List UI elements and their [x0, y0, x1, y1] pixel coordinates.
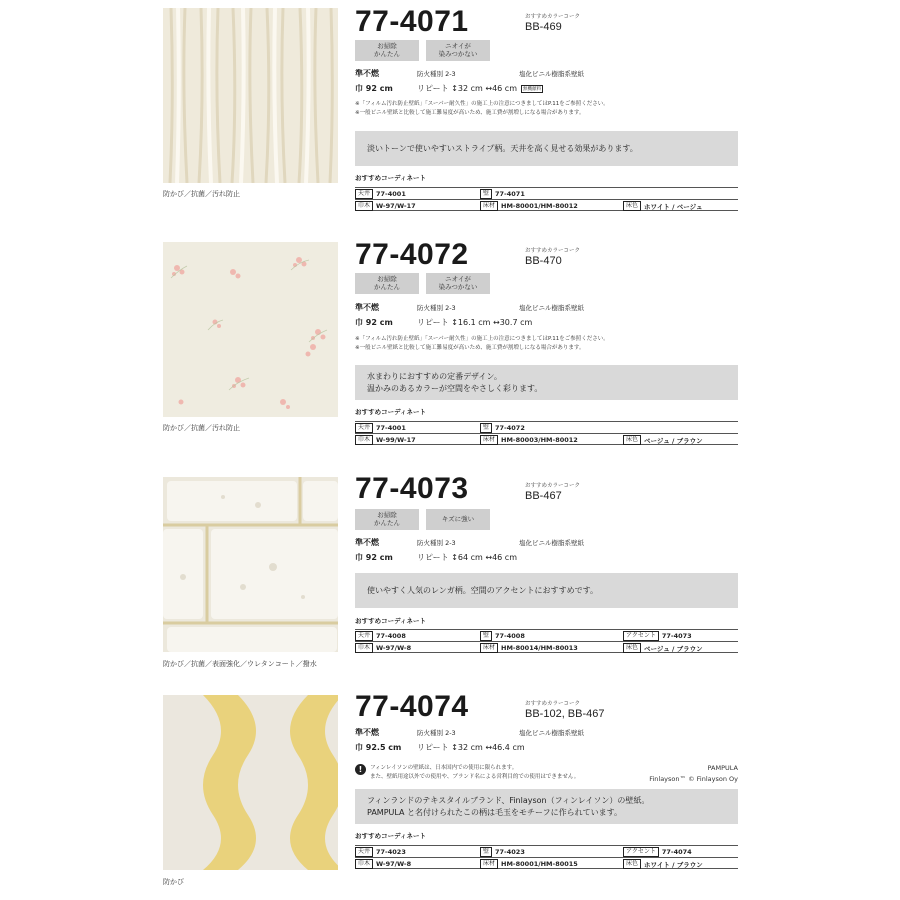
coordinate-row: [355, 433, 738, 445]
color-code-label: おすすめカラーコーク: [525, 248, 581, 254]
color-code-block: [525, 249, 580, 267]
roll-width: 巾 92 cm: [355, 84, 393, 93]
coord-label-flooring: 床材: [480, 201, 498, 211]
description-box: [355, 365, 738, 400]
fire-class: 防火種別 2-3: [417, 70, 456, 78]
coord-value: 77-4074: [661, 848, 692, 856]
feature-list: 防かび／抗菌／汚れ防止: [163, 190, 240, 198]
coord-value: 77-4023: [376, 848, 406, 856]
coord-label-floor-color: 床色: [623, 859, 641, 869]
pattern-repeat: リピート ↕64 cm ↔46 cm: [417, 553, 517, 562]
feature-list: 防かび: [163, 878, 184, 886]
pattern-repeat: リピート ↕16.1 cm ↔30.7 cm: [417, 318, 533, 327]
fire-rating: 準不燃: [355, 538, 379, 547]
copyright-line: Finlayson™ © Finlayson Oy: [649, 775, 738, 783]
badge-odor-resistant: ニオイが 染みつかない: [426, 40, 490, 61]
coord-value: W-97/W-8: [376, 644, 412, 652]
swatch-image-pampula: [163, 695, 338, 870]
fire-class: 防火種別 2-3: [417, 729, 456, 737]
color-code-block: [525, 15, 580, 33]
coord-value: W-97/W-8: [376, 860, 412, 868]
spec-block: [355, 725, 584, 755]
notes-block: [355, 100, 609, 118]
coord-label-floor-color: 床色: [623, 643, 641, 653]
coord-value: HM-80001/HM-80015: [501, 860, 578, 868]
coord-label-ceiling: 天井: [355, 189, 373, 199]
description-line: PAMPULA と名付けられたこの柄は毛玉をモチーフに作られています。: [367, 807, 622, 817]
coord-value: HM-80001/HM-80012: [501, 202, 578, 210]
coord-value: 77-4008: [376, 632, 406, 640]
coordinate-row: [355, 187, 738, 199]
description-line: 使いやすく人気のレンガ柄。空間のアクセントにおすすめです。: [367, 585, 598, 595]
fire-rating: 準不燃: [355, 69, 379, 78]
coordinate-title: おすすめコーディネート: [355, 174, 427, 182]
color-code-value: BB-469: [525, 20, 562, 33]
badge-scratch-resistant: キズに強い: [426, 509, 490, 530]
coord-label-accent: アクセント: [623, 631, 659, 641]
material: 塩化ビニル樹脂系壁紙: [519, 304, 584, 312]
coordinate-title: おすすめコーディネート: [355, 408, 427, 416]
exclamation-icon: !: [355, 764, 366, 775]
coordinate-row: [355, 857, 738, 869]
coord-label-wall: 壁: [480, 423, 492, 433]
coordinate-title: おすすめコーディネート: [355, 617, 427, 625]
feature-list: 防かび／抗菌／汚れ防止: [163, 424, 240, 432]
coord-label-flooring: 床材: [480, 643, 498, 653]
note-line: ※「フィルム汚れ防止壁紙」「スーパー耐久性」の施工上の注意につきましてはP.11をご参照ください。: [355, 101, 609, 107]
warning-line: フィンレイソンの壁紙は、日本国内での使用に限られます。: [370, 765, 518, 771]
fire-rating: 準不燃: [355, 728, 379, 737]
material: 塩化ビニル樹脂系壁紙: [519, 70, 584, 78]
pattern-repeat: リピート ↕32 cm ↔46.4 cm: [417, 743, 525, 752]
coordinate-table: [355, 187, 738, 211]
coord-value: 77-4008: [495, 632, 525, 640]
color-code-value: BB-102, BB-467: [525, 707, 605, 720]
product-code: 77-4074: [355, 690, 469, 723]
coord-label-wall: 壁: [480, 631, 492, 641]
badge-easy-clean: お掃除 かんたん: [355, 40, 419, 61]
brand-credit: [620, 763, 738, 785]
pattern-name: PAMPULA: [707, 764, 738, 772]
warning-notes: [355, 764, 579, 782]
description-box: [355, 131, 738, 166]
inorganic-pigment-tag: 無機顔料: [523, 86, 541, 92]
coord-value: 77-4023: [495, 848, 525, 856]
color-code-value: BB-467: [525, 489, 562, 502]
coord-value: HM-80003/HM-80012: [501, 436, 578, 444]
fire-rating: 準不燃: [355, 303, 379, 312]
description-box: [355, 789, 738, 824]
coord-label-baseboard: 巾木: [355, 201, 373, 211]
badge-group: [355, 273, 490, 294]
coord-value: ベージュ / ブラウン: [644, 436, 703, 445]
coord-value: ホワイト / ベージュ: [644, 202, 703, 211]
color-code-label: おすすめカラーコーク: [525, 483, 581, 489]
product-code: 77-4072: [355, 238, 469, 271]
roll-width: 巾 92 cm: [355, 318, 393, 327]
description-line: 水まわりにおすすめの定番デザイン。: [367, 371, 502, 381]
color-code-block: [525, 702, 605, 720]
note-line: ※一般ビニル壁紙と比較して施工難易度が高いため、施工費が割増しになる場合があります。: [355, 110, 585, 116]
coordinate-row: [355, 845, 738, 857]
coord-label-floor-color: 床色: [623, 201, 641, 211]
feature-list: 防かび／抗菌／表面強化／ウレタンコート／撥水: [163, 660, 317, 668]
coord-value: 77-4001: [376, 424, 406, 432]
coord-value: W-99/W-17: [376, 436, 416, 444]
badge-group: [355, 40, 490, 61]
spec-block: [355, 66, 584, 96]
color-code-label: おすすめカラーコーク: [525, 701, 581, 707]
coord-value: ベージュ / ブラウン: [644, 644, 703, 653]
coordinate-row: [355, 641, 738, 653]
coord-label-ceiling: 天井: [355, 847, 373, 857]
notes-block: [355, 335, 609, 353]
badge-group: [355, 509, 490, 530]
swatch-image-stripe: [163, 8, 338, 183]
note-line: ※一般ビニル壁紙と比較して施工難易度が高いため、施工費が割増しになる場合があります。: [355, 345, 585, 351]
coordinate-row: [355, 199, 738, 211]
coordinate-table: [355, 421, 738, 445]
coordinate-title: おすすめコーディネート: [355, 832, 427, 840]
description-box: [355, 573, 738, 608]
coord-label-flooring: 床材: [480, 859, 498, 869]
coord-value: HM-80014/HM-80013: [501, 644, 578, 652]
color-code-block: [525, 484, 580, 502]
warning-line: また、壁紙用途以外での使用や、ブランド名による営利目的での使用はできません。: [370, 774, 580, 780]
badge-easy-clean: お掃除 かんたん: [355, 509, 419, 530]
coord-value: 77-4001: [376, 190, 406, 198]
coord-label-ceiling: 天井: [355, 423, 373, 433]
coord-label-baseboard: 巾木: [355, 859, 373, 869]
pattern-repeat: リピート ↕32 cm ↔46 cm: [417, 84, 517, 93]
description-line: 温かみのあるカラーが空間をやさしく彩ります。: [367, 383, 543, 393]
coord-label-flooring: 床材: [480, 435, 498, 445]
coordinate-table: [355, 845, 738, 869]
coord-value: W-97/W-17: [376, 202, 416, 210]
spec-block: [355, 535, 584, 565]
fire-class: 防火種別 2-3: [417, 539, 456, 547]
coord-label-floor-color: 床色: [623, 435, 641, 445]
coord-value: 77-4073: [661, 632, 692, 640]
coord-value: 77-4072: [495, 424, 525, 432]
product-code: 77-4073: [355, 472, 469, 505]
roll-width: 巾 92.5 cm: [355, 743, 402, 752]
coord-label-wall: 壁: [480, 189, 492, 199]
coordinate-row: [355, 421, 738, 433]
material: 塩化ビニル樹脂系壁紙: [519, 539, 584, 547]
coord-value: ホワイト / ブラウン: [644, 860, 703, 869]
coord-label-ceiling: 天井: [355, 631, 373, 641]
color-code-label: おすすめカラーコーク: [525, 14, 581, 20]
description-line: フィンランドのテキスタイルブランド、Finlayson（フィンレイソン）の壁紙。: [367, 795, 650, 805]
roll-width: 巾 92 cm: [355, 553, 393, 562]
coordinate-table: [355, 629, 738, 653]
coord-label-baseboard: 巾木: [355, 643, 373, 653]
swatch-image-brick: [163, 477, 338, 652]
coord-label-accent: アクセント: [623, 847, 659, 857]
fire-class: 防火種別 2-3: [417, 304, 456, 312]
note-line: ※「フィルム汚れ防止壁紙」「スーパー耐久性」の施工上の注意につきましてはP.11をご参照ください。: [355, 336, 609, 342]
coord-label-baseboard: 巾木: [355, 435, 373, 445]
coord-label-wall: 壁: [480, 847, 492, 857]
spec-block: [355, 300, 584, 330]
badge-easy-clean: お掃除 かんたん: [355, 273, 419, 294]
color-code-value: BB-470: [525, 254, 562, 267]
coordinate-row: [355, 629, 738, 641]
material: 塩化ビニル樹脂系壁紙: [519, 729, 584, 737]
description-line: 淡いトーンで使いやすいストライプ柄。天井を高く見せる効果があります。: [367, 143, 638, 153]
badge-odor-resistant: ニオイが 染みつかない: [426, 273, 490, 294]
coord-value: 77-4071: [495, 190, 525, 198]
swatch-image-floral: [163, 242, 338, 417]
product-code: 77-4071: [355, 5, 469, 38]
